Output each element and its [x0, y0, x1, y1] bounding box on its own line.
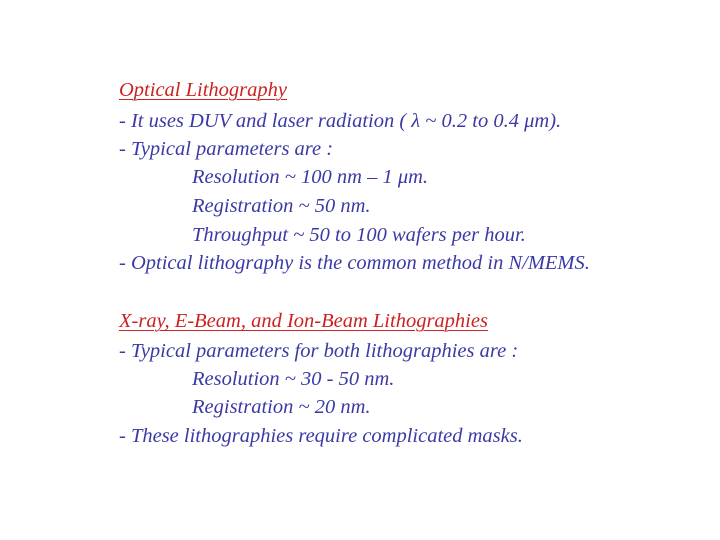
section-heading-optical: Optical Lithography	[119, 79, 287, 101]
section-heading-xray-ebeam: X-ray, E-Beam, and Ion-Beam Lithographies	[119, 310, 488, 332]
bullet-complicated-masks: - These lithographies require complicated masks.	[119, 425, 523, 447]
param-registration-2: Registration ~ 20 nm.	[192, 396, 371, 418]
param-registration: Registration ~ 50 nm.	[192, 195, 371, 217]
bullet-common-method: - Optical lithography is the common method in N/MEMS.	[119, 252, 590, 274]
param-throughput: Throughput ~ 50 to 100 wafers per hour.	[192, 224, 526, 246]
param-resolution-2: Resolution ~ 30 - 50 nm.	[192, 368, 395, 390]
bullet-typical-parameters: - Typical parameters are :	[119, 138, 334, 160]
bullet-duv-radiation: - It uses DUV and laser radiation ( λ ~ 0.2 to 0.4 μm).	[119, 110, 562, 132]
param-resolution: Resolution ~ 100 nm – 1 μm.	[192, 166, 429, 188]
bullet-typical-parameters-both: - Typical parameters for both lithographies are :	[119, 340, 519, 362]
